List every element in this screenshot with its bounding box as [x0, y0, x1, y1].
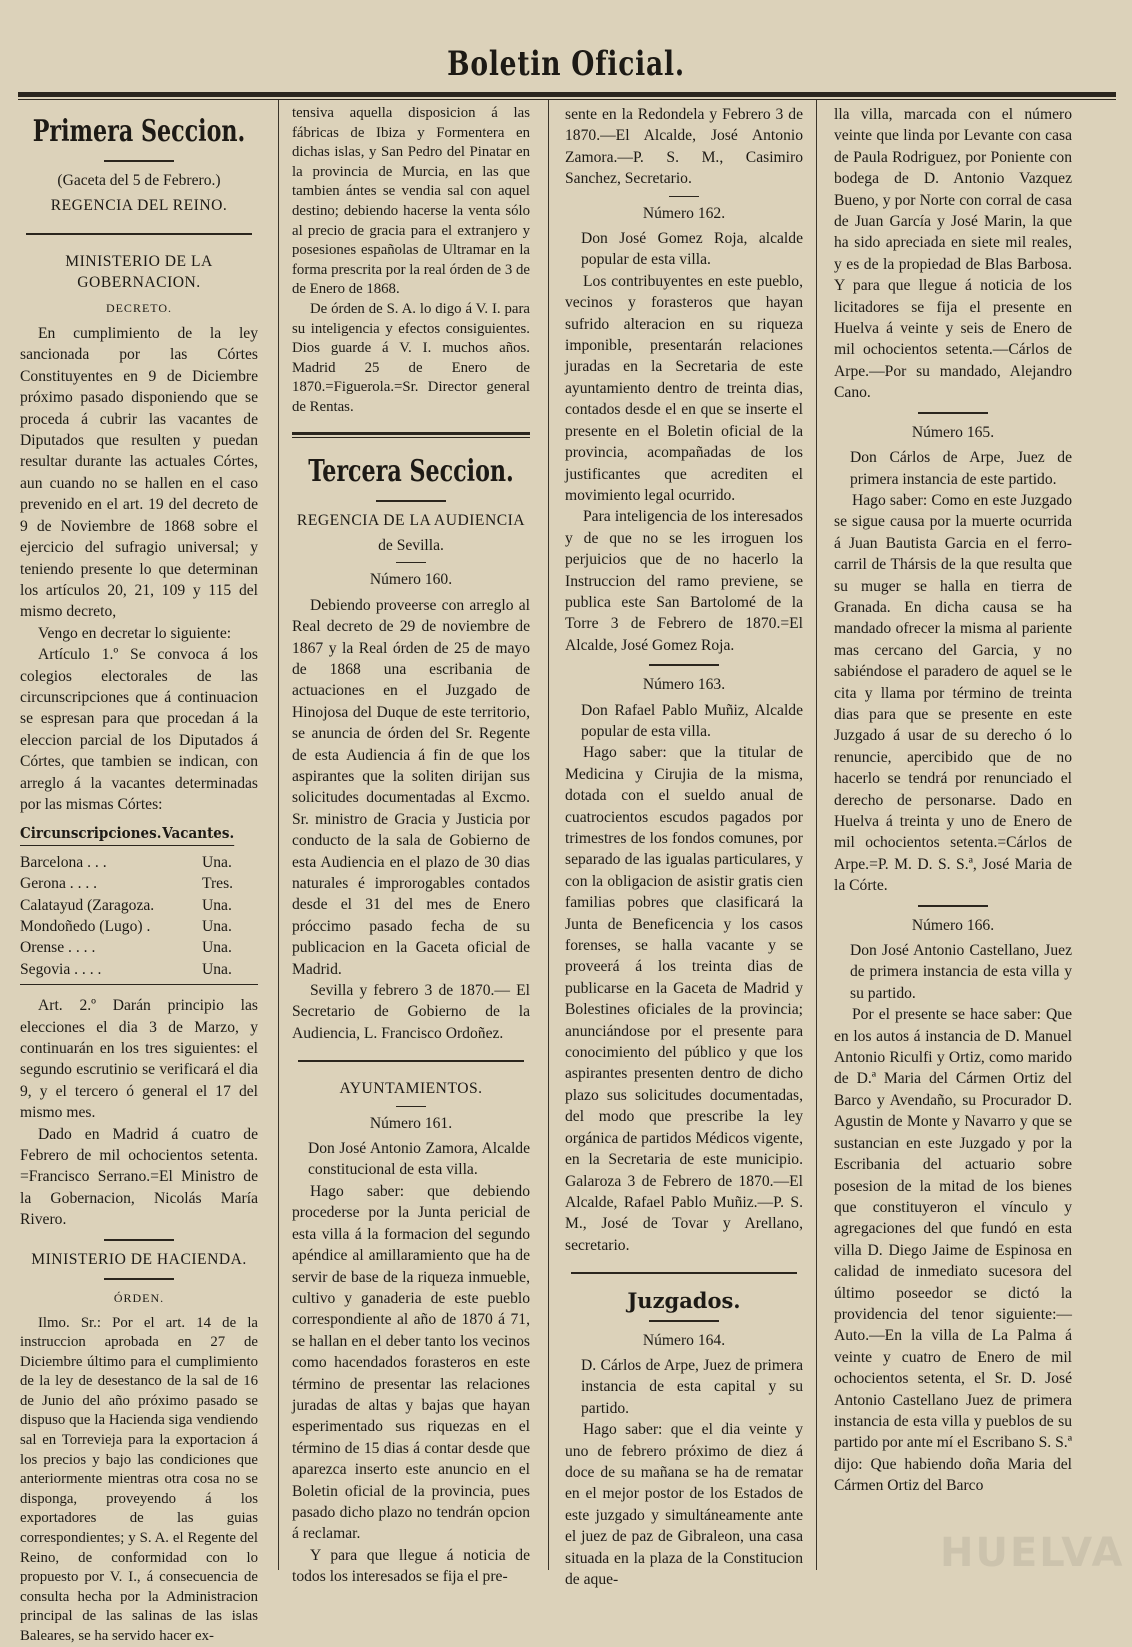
- numero-166: Número 166.: [911, 916, 995, 934]
- table-row: [20, 852, 258, 873]
- paragraph: Sevilla y febrero 3 de 1870.— El Secretario de Gobierno de la Audiencia, L. Francisco Ordoñez.: [292, 982, 530, 1042]
- column-divider: [278, 100, 279, 1570]
- masthead-rule: [18, 92, 1116, 97]
- paragraph: Hago saber: que la titular de Medicina y Cirujia de la misma, dotada con el sueldo anual de cuatrocientos escudos pagados por trimestres de los fondos comunes, por separado de las igualas particulares, y con la obligacion de asistir gratis cien familias pobres que clasificará la Junta de Beneficencia y los casos forenses, se halla vacante y se proveerá á los treinta dias de publicarse en la Gaceta de Madrid y Bolestines oficiales de la provincia; anunciándose por el presente para conocimiento del público y que los aspirantes presenten dentro de dicho plazo sus solicitudes documentadas, del modo que prescribe la ley orgánica de partidos Médicos vigente, en la Secretaria de este municipio. Galaroza 3 de Febrero de 1870.—El Alcalde, Rafael Pablo Muñiz.—P. S. M., José de Tovar y Arellano, secretario.: [565, 744, 803, 1254]
- table-cell: Calatayud (Zaragoza.: [20, 896, 155, 914]
- table-row: [20, 959, 258, 980]
- paragraph: Hago saber: Como en este Juzgado se sigue causa por la muerte ocurrida á Juan Bautista Garcia en el ferro-carril de Thársis de la que resulta que su muger se halla en tierra de Granada. En dicha causa se ha mandado ofrecer la misma al pariente mas cercano del Garcia, y no sabiéndose el paradero de aquel se le cita y llama por término de treinta dias para que se presente en este Juzgado á usar de su derecho ó lo renuncie, apercibido que de no hacerlo se tendrá por renunciado el derecho de personarse. Dado en Huelva á treinta y uno de Enero de mil ochocientos setenta.=Cárlos de Arpe.=P. M. D. S. S.ª, José Maria de la Córte.: [834, 491, 1072, 895]
- table-cell: Una.: [202, 939, 232, 957]
- regencia-audiencia-heading: REGENCIA DE LA AUDIENCIA: [296, 511, 526, 529]
- table-cell: Una.: [202, 853, 232, 871]
- paragraph: Ilmo. Sr.: Por el art. 14 de la instruccion aprobada en 27 de Diciembre último para el cumplimiento de la ley de desestanco de la sal de 16 de Junio del año próximo pasado se dispuso que la Hacienda siga vendiendo sal en Torrevieja para la exportacion á los precios y bajo las condiciones que anteriormente mientras otra cosa no se disponga, proveyendo á los exportadores de las guias correspondientes; y S. A. el Regente del Reino, de conformidad con lo propuesto por V. I., á consecuencia de consulta hecha por la Administracion principal de las salinas de las islas Baleares, se ha servido hacer ex-: [20, 1314, 258, 1644]
- table-end-rule: [20, 984, 258, 985]
- paragraph: Art. 2.º Darán principio las elecciones el dia 3 de Marzo, y continuarán en los tres siguientes: el segundo escrutinio se verificará el dia 9, y el tercero ó general el 17 del mismo mes.: [20, 997, 258, 1122]
- column-1: [20, 104, 258, 1644]
- column-2: [292, 104, 530, 1586]
- table-cell: Mondoñedo (Lugo) .: [20, 918, 151, 935]
- column-divider: [816, 100, 817, 1570]
- divider: [396, 1106, 426, 1107]
- paragraph: D. Cárlos de Arpe, Juez de primera instancia de esta capital y su partido.: [581, 1356, 803, 1417]
- paragraph: lla villa, marcada con el número veinte que linda por Levante con casa de Paula Rodriguez, por Poniente con bodega de D. Antonio Vazquez Bueno, y por Norte con corral de casa de Juan García y José Marin, la que ha sido apreciada en siete mil reales, y es de la propiedad de Blas Barbosa. Y para que llegue á noticia de los licitadores se fija el presente en Huelva á veinte y seis de Enero de mil ochocientos setenta.—Cárlos de Arpe.—Por su mandado, Alejandro Cano.: [834, 106, 1072, 402]
- column-divider: [548, 100, 549, 1570]
- numero-164: Número 164.: [642, 1331, 726, 1349]
- divider: [26, 233, 252, 235]
- table-cell: Una.: [202, 896, 232, 914]
- divider: [918, 905, 988, 907]
- divider: [669, 196, 699, 197]
- numero-162: Número 162.: [642, 204, 726, 222]
- divider: [918, 412, 988, 414]
- table-cell: Gerona . . . .: [20, 875, 98, 893]
- numero-161: Número 161.: [369, 1114, 453, 1132]
- paragraph: Los contribuyentes en este pueblo, vecinos y forasteros que hayan sufrido alteracion en su riqueza imponible, presentarán relaciones juradas en la Secretaria de este ayuntamiento dentro de treinta dias, contados desde el en que se inserte el presente en el Boletin oficial de la provincia, acompañadas de los justificantes que acrediten el movimiento legal ocurrido.: [565, 272, 803, 504]
- table-body: [20, 852, 258, 980]
- table-row: [20, 873, 258, 894]
- paragraph: Don Rafael Pablo Muñiz, Alcalde popular de esta villa.: [581, 701, 803, 740]
- sevilla-subheading: de Sevilla.: [378, 536, 444, 554]
- paragraph: En cumplimiento de la ley sancionada por las Córtes Constituyentes en 9 de Diciembre próximo pasado disponiendo que se proceda á cubrir las vacantes de Diputados que resulten y puedan resultar durante las actuales Córtes, aun cuando no se hallen en el caso prevenido en el art. 19 del decreto de 9 de Noviembre de 1868 sobre el ejercicio del sufragio universal; y teniendo presente lo que determinan los artículos 20, 21, 109 y 115 del mismo decreto,: [20, 325, 258, 621]
- orden-heading: ÓRDEN.: [113, 1291, 165, 1306]
- table-header: [20, 823, 234, 845]
- paragraph: Debiendo proveerse con arreglo al Real decreto de 29 de noviembre de 1867 y la Real órden de 25 de mayo de 1868 una escribania de actuaciones en el Juzgado de Hinojosa del Duque de este territorio, se anuncia de órden del Sr. Regente de esta Audiencia á fin de que los aspirantes que la soliten dirijan sus solicitudes documentadas al Excmo. Sr. ministro de Gracia y Justicia por conducto de la sala de Gobierno de esta Audiencia en el plazo de 30 dias naturales é improrogables contados desde el 31 del mes de Enero próccimo pasado fecha de su publicacion en la Gaceta oficial de Madrid.: [292, 596, 530, 978]
- paragraph: Artículo 1.º Se convoca á los colegios electorales de las circunscripciones que á continuacion se espresan para que procedan á la eleccion parcial de los Diputados á Córtes, que tambien se indican, con arreglo á la vacantes determinadas por las mismas Córtes:: [20, 646, 258, 813]
- juzgados-heading: Juzgados.: [627, 1288, 741, 1314]
- divider: [571, 1272, 797, 1274]
- paragraph: Hago saber: que el dia veinte y uno de febrero próximo de diez á doce de su mañana se ha de rematar en el mejor postor de los Estados de este juzgado y simultáneamente ante el juez de paz de Gibraleon, una casa situada en la plaza de la Constitucion de aque-: [565, 1421, 803, 1588]
- divider: [649, 1320, 719, 1322]
- regencia-heading: REGENCIA DEL REINO.: [50, 197, 228, 215]
- paragraph: Hago saber: que debiendo procederse por la Junta pericial de esta villa á la formacion del segundo apéndice al amillaramiento que ha de servir de base de la riqueza inmueble, cultivo y ganaderia de este pueblo correspondiente al año de 1870 á 71, se hallan en el deber tanto los vecinos como hacendados forasteros en este término de presentar las relaciones juradas de altas y bajas que hayan esperimentado sus riquezas en el término de 15 dias á contar desde que aparezca inserto este anuncio en el Boletin oficial de la provincia, pues pasado dicho plazo no tendrán opcion á reclamar.: [292, 1182, 530, 1543]
- divider: [376, 500, 446, 502]
- hacienda-heading: MINISTERIO DE HACIENDA.: [31, 1250, 247, 1268]
- table-row: [20, 895, 258, 916]
- divider: [104, 1278, 174, 1280]
- masthead: Boletin Oficial.: [447, 44, 685, 84]
- ministerio-heading: MINISTERIO DE LA GOBERNACION.: [65, 252, 213, 292]
- paragraph: Para inteligencia de los interesados y de que no se les irroguen los perjuicios que de no hacerlo la Instruccion del ramo previene, se publica este San Bartolomé de la Torre 3 de Febrero de 1870.=El Alcalde, José Gomez Roja.: [565, 508, 803, 654]
- decreto-heading: DECRETO.: [105, 300, 173, 315]
- paragraph: Y para que llegue á noticia de todos los interesados se fija el pre-: [292, 1546, 530, 1586]
- paragraph: Don José Gomez Roja, alcalde popular de esta villa.: [581, 230, 803, 269]
- table-header-circ: Circunscripciones.: [20, 824, 162, 843]
- paragraph: sente en la Redondela y Febrero 3 de 1870.—El Alcalde, José Antonio Zamora.—P. S. M., Casimiro Sanchez, Secretario.: [565, 106, 803, 188]
- section-title-tercera: Tercera Seccion.: [308, 453, 514, 489]
- ayuntamientos-heading: AYUNTAMIENTOS.: [339, 1080, 483, 1098]
- column-4: [834, 104, 1072, 1574]
- numero-160: Número 160.: [369, 571, 453, 589]
- numero-163: Número 163.: [642, 676, 726, 694]
- paragraph: Don José Antonio Zamora, Alcalde constitucional de esta villa.: [308, 1140, 530, 1179]
- paragraph: Dado en Madrid á cuatro de Febrero de mil ochocientos setenta. =Francisco Serrano.=El Ministro de la Gobernacion, Nicolás María Rivero.: [20, 1125, 258, 1229]
- paragraph: Vengo en decretar lo siguiente:: [38, 624, 232, 642]
- section-title-primera: Primera Seccion.: [32, 114, 246, 149]
- gaceta-date: (Gaceta del 5 de Febrero.): [57, 172, 221, 189]
- paragraph: Por el presente se hace saber: Que en los autos á instancia de D. Manuel Antonio Riculfi y Ortiz, como marido de D.ª Maria del Cármen Ortiz del Barco y Avendaño, su Procurador D. Agustin de Monte y Navarro y que se sustancian en este Juzgado y por la Escribania del actuario sobre posesion de la mitad de los bienes que constituyeron el vínculo y agregaciones del que fundó en esta villa D. Diego Jaime de Espinosa en calidad de inmediato sucesora del último poseedor se dictó la providencia del tenor siguiente:—Auto.—En la villa de La Palma á veinte y cuatro de Enero de mil ochocientos setenta, el Sr. D. José Antonio Castellano Juez de primera instancia de esta villa y pueblos de su partido por ante mí el Escribano S. S.ª dijo: Que habiendo doña Maria del Cármen Ortiz del Barco: [834, 1006, 1072, 1495]
- table-row: [20, 916, 258, 937]
- table-header-vac: Vacantes.: [162, 824, 235, 843]
- table-cell: Barcelona . . .: [20, 853, 107, 871]
- column-3: [565, 104, 803, 1588]
- divider: [104, 1239, 174, 1241]
- divider: [649, 664, 719, 666]
- table-cell: Tres.: [202, 875, 234, 893]
- table-row: [20, 937, 258, 958]
- divider: [396, 562, 426, 563]
- paragraph: tensiva aquella disposicion á las fábricas de Ibiza y Formentera en dichas islas, y San Pedro del Pinatar en la provincia de Murcia, en las que tambien ántes se vendia sal con aquel destino; debiendo hacerse la venta sólo al precio de gracia para el extranjero y posesiones españolas de Ultramar en la forma prescrita por la real órden de 3 de de Enero de 1868.: [292, 105, 530, 298]
- paragraph: Don Cárlos de Arpe, Juez de primera instancia de este partido.: [850, 449, 1072, 488]
- divider: [292, 432, 530, 438]
- huelva-watermark: HUELVA: [940, 1530, 1125, 1576]
- masthead-rule-thin: [18, 99, 1116, 100]
- divider: [298, 1060, 524, 1062]
- table-cell: Orense . . . .: [20, 939, 96, 957]
- paragraph: De órden de S. A. lo digo á V. I. para su inteligencia y efectos consiguientes. Dios guarde á V. I. muchos años. Madrid 25 de Enero de 1870.=Figuerola.=Sr. Director general de Rentas.: [292, 300, 530, 415]
- divider: [104, 160, 174, 162]
- numero-165: Número 165.: [911, 423, 995, 441]
- table-cell: Una.: [202, 960, 232, 978]
- table-cell: Una.: [202, 918, 232, 935]
- paragraph: Don José Antonio Castellano, Juez de primera instancia de esta villa y su partido.: [850, 942, 1072, 1002]
- table-cell: Segovia . . . .: [20, 960, 102, 978]
